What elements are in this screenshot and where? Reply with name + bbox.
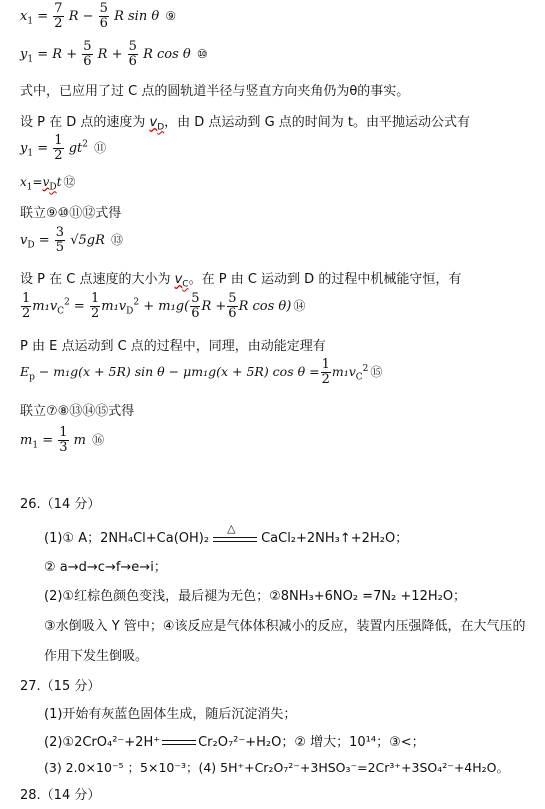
heating-equal-sign: [213, 521, 257, 546]
denominator: 2: [90, 306, 100, 321]
term: R sin θ: [114, 9, 160, 24]
text: ，由 D 点运动到 G 点的时间为 t。由平抛运动公式有: [164, 115, 470, 130]
term: E: [20, 364, 30, 379]
numerator: 5: [228, 291, 237, 306]
sub-1: 1: [27, 16, 34, 27]
term: m: [73, 433, 86, 448]
denominator: 6: [99, 16, 108, 31]
fraction: [82, 40, 92, 69]
var: v: [42, 175, 50, 189]
denominator: 3: [59, 440, 68, 455]
text: 。在 P 由 C 运动到 D 的过程中机械能守恒，有: [188, 272, 462, 287]
sub: 1: [27, 148, 34, 159]
text: CaCl₂+2NH₃↑+2H₂O；: [261, 531, 409, 546]
var-y: y: [20, 141, 28, 156]
question-26-heading: 26.（14 分）: [20, 497, 101, 512]
denominator: 6: [228, 306, 237, 321]
term: √5gR: [70, 233, 105, 248]
numerator: 1: [54, 133, 63, 148]
equation-number: ⑪: [94, 141, 107, 155]
q26-answer-1: [44, 521, 409, 546]
text-paragraph: [20, 268, 461, 290]
sub: D: [126, 306, 134, 317]
numerator: 5: [83, 39, 92, 54]
text: (2)①2CrO₄²⁻+2H⁺: [44, 735, 161, 750]
fraction: [321, 358, 331, 387]
denominator: 5: [55, 240, 65, 255]
term: R cos θ): [238, 299, 292, 314]
eq-sign: =: [42, 433, 54, 448]
term: R +: [201, 299, 227, 314]
q26-answer-3: (2)①红棕色颜色变浅，最后褪为无色；②8NH₃+6NO₂ =7N₂ +12H₂O；: [44, 589, 467, 604]
var-v: v: [149, 115, 158, 130]
term: gt: [68, 141, 83, 156]
text: Cr₂O₇²⁻+H₂O；② 增大；10¹⁴；③<；: [198, 735, 425, 750]
numerator: 1: [90, 291, 100, 306]
var: x: [20, 175, 27, 189]
text: (1)① A；2NH₄Cl+Ca(OH)₂: [44, 531, 210, 546]
equation-number: ⑩: [196, 47, 208, 61]
question-28-heading: 28.（14 分）: [20, 788, 101, 803]
equation-x1: [20, 2, 176, 31]
sub: 1: [32, 440, 39, 451]
denominator: 2: [321, 372, 330, 387]
term: R +: [97, 47, 123, 62]
denominator: 6: [191, 306, 200, 321]
fraction: [99, 2, 109, 31]
fraction: [53, 134, 63, 163]
text-paragraph: 式中，已应用了过 C 点的圆轨道半径与竖直方向夹角仍为θ的事实。: [20, 84, 410, 99]
eq-sign: =: [37, 47, 49, 62]
eq-sign: =: [32, 175, 43, 189]
text: 设 P 在 C 点速度的大小为: [20, 272, 175, 287]
term: t: [56, 175, 62, 189]
equation-work-energy: [20, 358, 382, 387]
equation-m1: [20, 426, 104, 455]
fraction: [90, 292, 100, 321]
sup: 2: [362, 363, 369, 374]
q26-answer-4: ③水倒吸入 Y 管中；④该反应是气体体积减小的反应，装置内压强降低，在大气压的: [44, 619, 526, 634]
var: v: [20, 233, 28, 248]
sup: 2: [64, 297, 70, 308]
fraction: [190, 292, 200, 321]
var-y: y: [20, 47, 28, 62]
fraction: [58, 426, 68, 455]
text: 设 P 在 D 点的速度为: [20, 115, 150, 130]
term: R −: [68, 9, 94, 24]
term: − m₁g(x + 5R) sin θ − μm₁g(x + 5R) cos θ =: [34, 364, 320, 379]
heat-symbol: △: [227, 521, 236, 535]
sub: C: [57, 306, 65, 317]
numerator: 5: [99, 1, 108, 16]
equation-number: ⑮: [370, 365, 383, 379]
denominator: 2: [54, 148, 63, 163]
equation-number: ⑫: [63, 175, 76, 189]
var-x: x: [20, 9, 28, 24]
q27-answer-2: [44, 731, 425, 750]
term: + m₁g(: [139, 299, 190, 314]
numerator: 5: [191, 291, 200, 306]
fraction: [53, 2, 63, 31]
equation-energy: [20, 292, 305, 321]
term: m₁v: [331, 364, 356, 379]
q27-answer-1: (1)开始有灰蓝色固体生成，随后沉淀消失；: [44, 707, 297, 722]
question-27-heading: 27.（15 分）: [20, 679, 101, 694]
equation-x1-time: [20, 173, 75, 192]
sub: D: [27, 240, 35, 251]
equation-vd: [20, 226, 123, 255]
numerator: 1: [22, 291, 31, 306]
var: m: [20, 433, 33, 448]
denominator: 2: [54, 16, 63, 31]
numerator: 1: [59, 425, 68, 440]
text-paragraph: 联立⑨⑩⑪⑫式得: [20, 206, 122, 221]
fraction: [227, 292, 237, 321]
numerator: 3: [55, 225, 65, 240]
denominator: 6: [83, 54, 92, 69]
numerator: 1: [321, 357, 330, 372]
sub-1: 1: [27, 54, 34, 65]
sup: 2: [133, 297, 140, 308]
text-paragraph: 联立⑦⑧⑬⑭⑮式得: [20, 404, 135, 419]
term: R cos θ: [143, 47, 191, 62]
sub: p: [29, 372, 35, 383]
eq-sign: =: [37, 9, 49, 24]
reversible-arrow: [162, 738, 196, 748]
text-paragraph: P 由 E 点运动到 C 点的过程中，同理，由动能定理有: [20, 339, 326, 354]
sub: D: [49, 182, 57, 193]
equation-number: ⑨: [165, 9, 177, 23]
numerator: 7: [54, 1, 63, 16]
numerator: 5: [128, 39, 137, 54]
fraction: [21, 292, 31, 321]
term: R +: [52, 47, 78, 62]
equation-y1: [20, 40, 208, 69]
term: m₁v: [32, 299, 58, 314]
fraction: [55, 226, 65, 255]
q27-answer-3: (3) 2.0×10⁻⁵ ；5×10⁻³；(4) 5H⁺+Cr₂O₇²⁻+3HSO₃⁻=2Cr³⁺+3SO₄²⁻+4H₂O。: [44, 760, 510, 775]
equation-number: ⑯: [92, 433, 105, 447]
fraction: [128, 40, 138, 69]
equation-y1-time: [20, 134, 106, 163]
equation-number: ⑭: [293, 299, 306, 313]
sub: C: [355, 372, 363, 383]
q26-answer-5: 作用下发生倒吸。: [44, 649, 149, 664]
denominator: 6: [128, 54, 137, 69]
eq-sign: =: [37, 141, 49, 156]
eq-sign: =: [38, 233, 50, 248]
sub: C: [182, 279, 189, 290]
var: v: [174, 272, 183, 287]
sub: D: [157, 122, 165, 133]
term: m₁v: [101, 299, 127, 314]
denominator: 2: [22, 306, 31, 321]
sup: 2: [82, 139, 88, 150]
text-paragraph: [20, 111, 470, 133]
equation-number: ⑬: [111, 233, 124, 247]
eq-sign: =: [69, 299, 89, 314]
q26-answer-2: ② a→d→c→f→e→i；: [44, 560, 167, 575]
sub: 1: [26, 182, 33, 193]
